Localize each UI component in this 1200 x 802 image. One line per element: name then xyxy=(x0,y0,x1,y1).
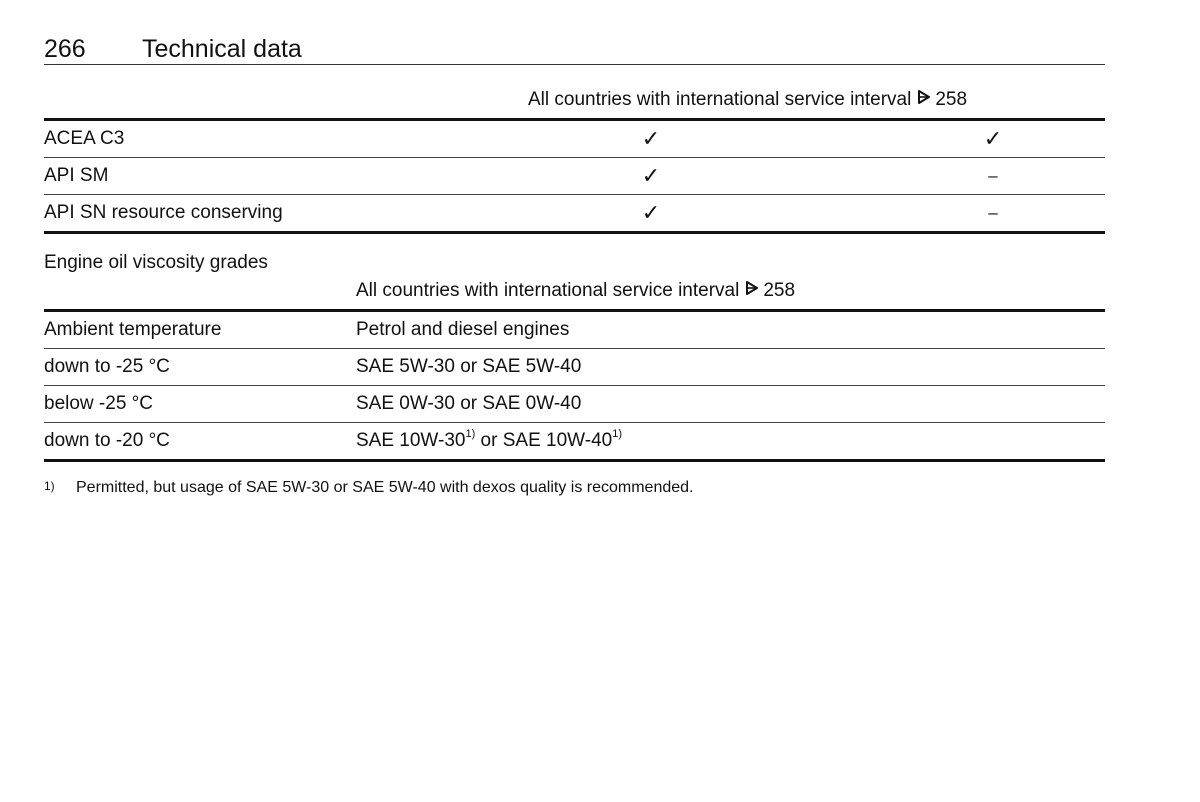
page-header xyxy=(44,34,1105,65)
temperature-cell: below -25 °C xyxy=(44,393,153,414)
table-heading xyxy=(528,89,967,111)
table-heading-row xyxy=(44,81,1105,118)
table-row xyxy=(44,121,1105,158)
table-row xyxy=(44,195,1105,231)
page-reference-arrow-icon xyxy=(745,280,759,302)
check-mark-icon: ✓ xyxy=(641,126,661,151)
grade-cell: SAE 5W-30 or SAE 5W-40 xyxy=(356,356,582,377)
table-row xyxy=(44,386,1105,423)
not-applicable-dash: – xyxy=(988,166,998,185)
grade-a: SAE 10W-30 xyxy=(356,430,466,451)
not-applicable-dash: – xyxy=(988,203,998,222)
page-number: 266 xyxy=(44,35,86,63)
temperature-cell: down to -25 °C xyxy=(44,356,170,377)
table-row xyxy=(44,423,1105,459)
check-mark-icon: ✓ xyxy=(641,163,661,188)
grade-separator: or xyxy=(475,430,503,451)
column-header: Ambient temperature xyxy=(44,319,222,340)
temperature-cell: down to -20 °C xyxy=(44,430,170,451)
grade-cell xyxy=(356,423,622,459)
viscosity-table xyxy=(44,272,1105,462)
table-row xyxy=(44,349,1105,386)
heading-label: All countries with international service interval xyxy=(528,89,912,110)
table-rule xyxy=(44,459,1105,462)
table-heading-row xyxy=(44,272,1105,309)
page-reference-arrow-icon xyxy=(917,89,931,111)
check-mark-icon: ✓ xyxy=(641,200,661,225)
column-header: Petrol and diesel engines xyxy=(356,319,570,340)
table-rule xyxy=(44,231,1105,234)
viscosity-section-title: Engine oil viscosity grades xyxy=(44,252,268,273)
oil-specification-table xyxy=(44,81,1105,234)
grade-cell: SAE 0W-30 or SAE 0W-40 xyxy=(356,393,582,414)
table-header-row xyxy=(44,312,1105,349)
footnote-marker[interactable]: 1) xyxy=(465,427,476,440)
section-title: Technical data xyxy=(142,35,302,63)
footnote-ref: 1) xyxy=(44,479,55,493)
spec-label: API SM xyxy=(44,165,109,186)
footnote-text: Permitted, but usage of SAE 5W-30 or SAE 5W-40 with dexos quality is recommended. xyxy=(76,479,694,496)
footnote-marker[interactable]: 1) xyxy=(612,427,622,440)
page-reference[interactable]: 258 xyxy=(935,89,968,110)
spec-label: ACEA C3 xyxy=(44,128,125,149)
page-reference[interactable]: 258 xyxy=(763,280,796,301)
grade-b: SAE 10W-40 xyxy=(502,430,613,451)
check-mark-icon: ✓ xyxy=(983,126,1003,151)
heading-label: All countries with international service interval xyxy=(356,280,740,301)
spec-label: API SN resource conserving xyxy=(44,202,283,223)
table-heading xyxy=(356,280,795,302)
table-row xyxy=(44,158,1105,195)
